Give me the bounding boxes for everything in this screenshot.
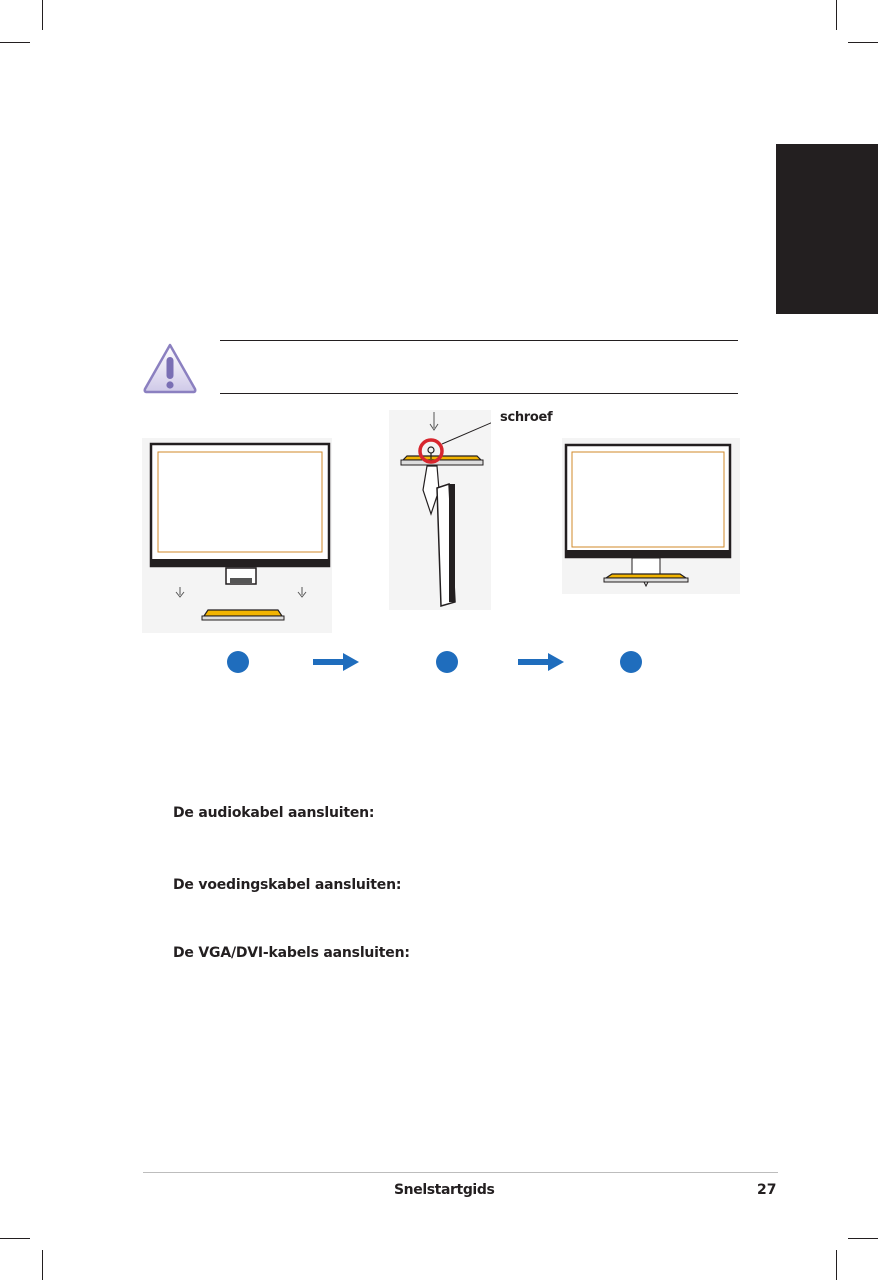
crop-mark bbox=[0, 42, 30, 43]
warning-icon bbox=[142, 342, 198, 394]
language-side-tab bbox=[776, 144, 878, 314]
crop-mark bbox=[42, 1250, 43, 1280]
screw-label: schroef bbox=[500, 410, 553, 425]
vga-dvi-cable-heading: De VGA/DVI-kabels aansluiten: bbox=[173, 945, 410, 961]
footer-title: Snelstartgids bbox=[394, 1182, 495, 1198]
step-2-indicator bbox=[436, 651, 458, 673]
crop-mark bbox=[0, 1238, 30, 1239]
power-cable-heading: De voedingskabel aansluiten: bbox=[173, 877, 402, 893]
crop-mark bbox=[836, 0, 837, 30]
footer-rule bbox=[143, 1172, 778, 1173]
crop-mark bbox=[42, 0, 43, 30]
crop-mark bbox=[848, 42, 878, 43]
monitor-front-illustration bbox=[142, 438, 332, 633]
page-number: 27 bbox=[757, 1182, 777, 1198]
monitor-side-illustration bbox=[389, 410, 491, 610]
audio-cable-heading: De audiokabel aansluiten: bbox=[173, 805, 375, 821]
crop-mark bbox=[836, 1250, 837, 1280]
monitor-assembled-illustration bbox=[562, 438, 740, 594]
step-1-indicator bbox=[227, 651, 249, 673]
step-arrow-icon bbox=[518, 653, 564, 671]
step-arrow-icon bbox=[313, 653, 359, 671]
note-top-rule bbox=[220, 340, 738, 341]
crop-mark bbox=[848, 1238, 878, 1239]
note-bottom-rule bbox=[220, 393, 738, 394]
step-3-indicator bbox=[620, 651, 642, 673]
